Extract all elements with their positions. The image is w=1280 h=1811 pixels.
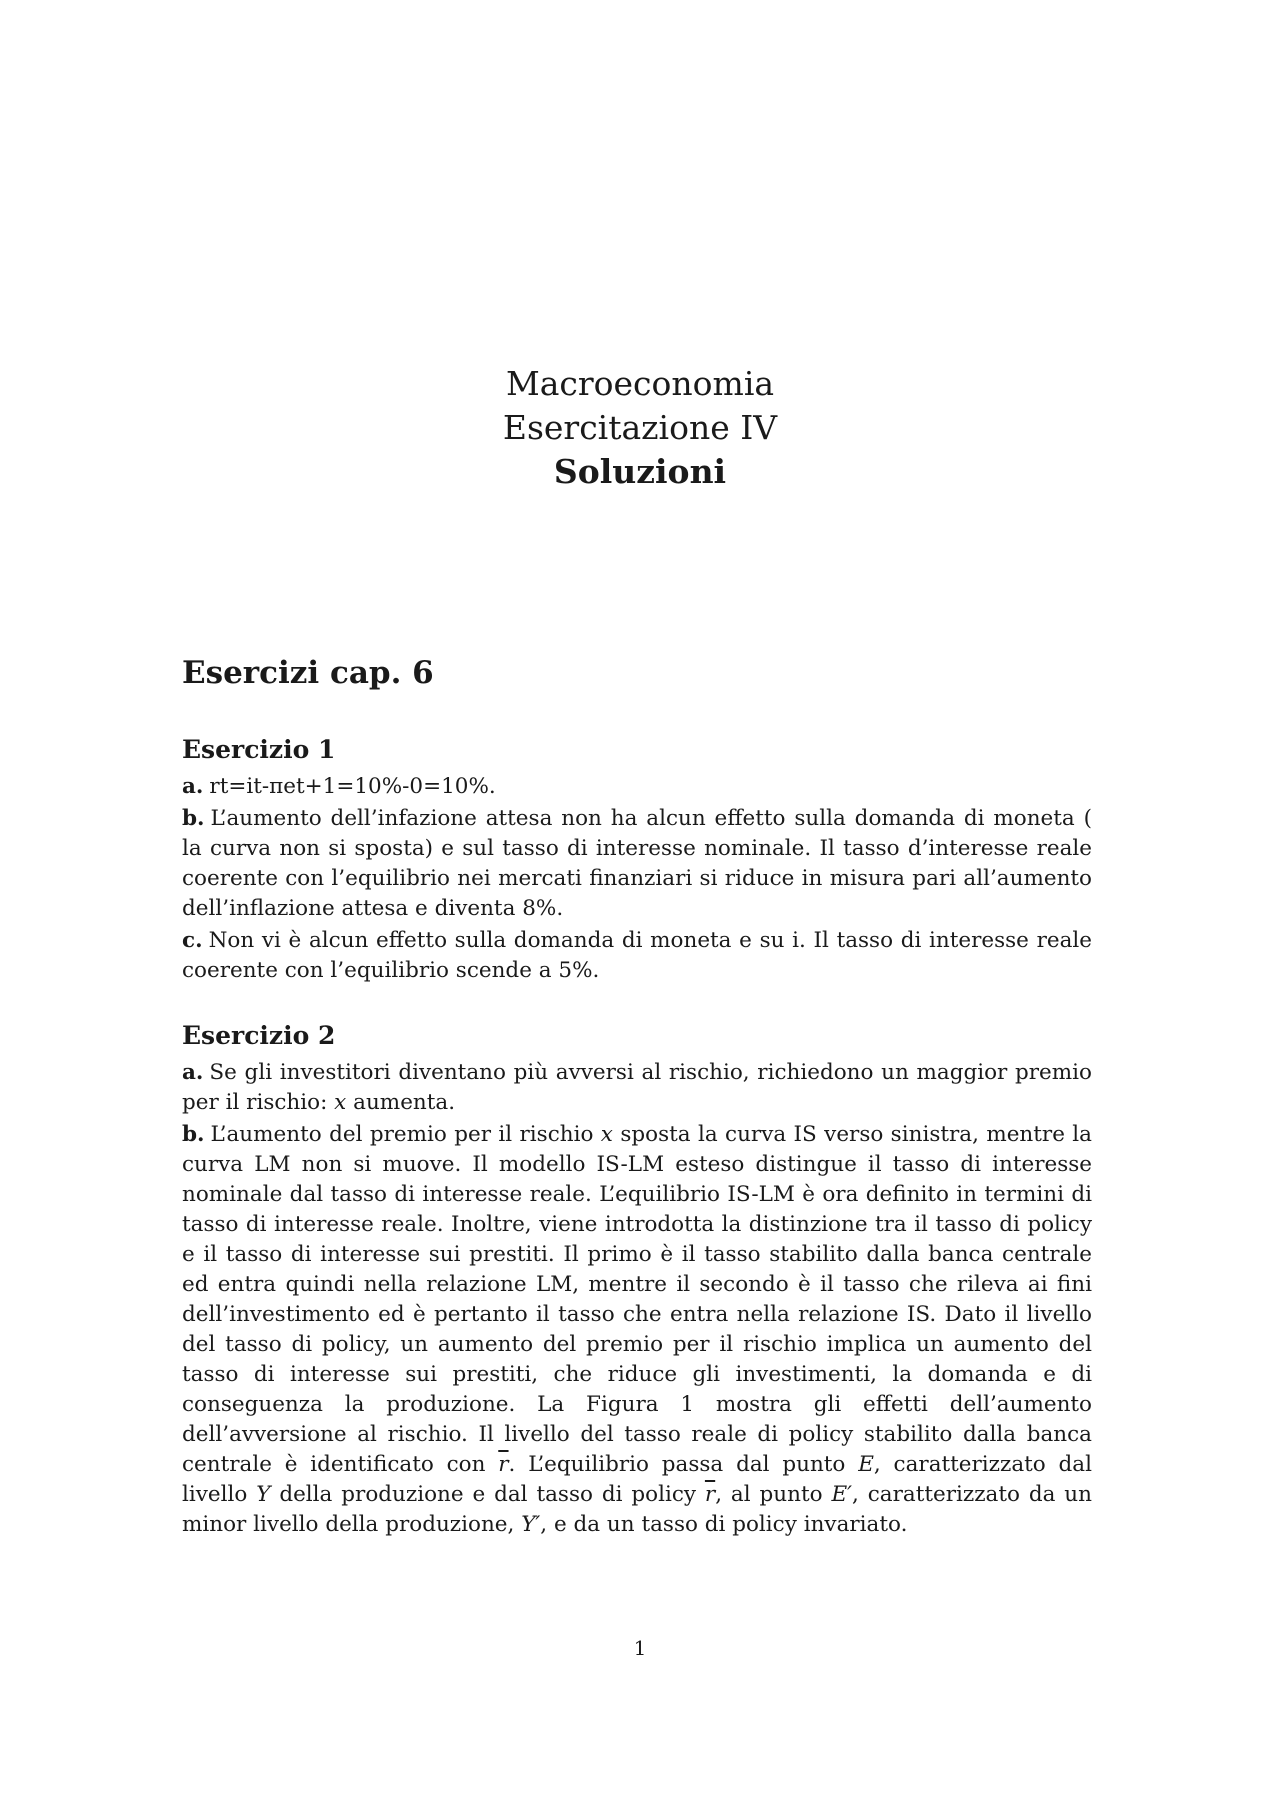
part-text: , al punto [715,1482,832,1507]
part-text: della produzione e dal tasso di policy [270,1482,705,1507]
part-text: . L’equilibrio passa dal punto [508,1452,859,1477]
math-x: x [334,1090,347,1115]
math-Y-prime: Y′ [521,1512,541,1537]
solutions-title: Soluzioni [553,452,727,491]
math-rbar: $\overline{r}$ [704,1482,716,1507]
chapter-heading: Esercizi cap. 6 [182,655,434,691]
exercise-1-title: Esercizio 1 [182,735,336,764]
exercise-1 [182,734,1092,986]
part-label: c. [182,928,203,953]
course-title: Macroeconomia [505,364,775,403]
exercise-1-part-c [182,926,1092,986]
part-text: L’aumento dell’infazione attesa non ha alcun effetto sulla domanda di moneta ( la curva non si sposta) e sul tasso di interesse nominale. Il tasso d’interesse reale coerente con l’equilibrio nei mercati finanziari si riduce in misura pari all’aumento dell’inflazione attesa e diventa 8%. [182,806,1092,921]
exercise-2-title: Esercizio 2 [182,1021,336,1050]
exercise-2 [182,1020,1092,1540]
part-text: sposta la curva IS verso sinistra, mentre la curva LM non si muove. Il modello IS-LM esteso distingue il tasso di interesse nominale dal tasso di interesse reale. L’equilibrio IS-LM è ora definito in termini di tasso di interesse reale. Inoltre, viene introdotta la distinzione tra il tasso di policy e il tasso di interesse sui prestiti. Il primo è il tasso stabilito dalla banca centrale ed entra quindi nella relazione LM, mentre il secondo è il tasso che rileva ai fini dell’investimento ed è pertanto il tasso che entra nella relazione IS. Dato il livello del tasso di policy, un aumento del premio per il rischio implica un aumento del tasso di interesse sui prestiti, che riduce gli investimenti, la domanda e di conseguenza la produzione. La Figura 1 mostra gli effetti dell’aumento dell’avversione al rischio. Il livello del tasso reale di policy stabilito dalla banca centrale è identificato con [182,1122,1092,1477]
content [182,652,1092,1540]
part-text: , e da un tasso di policy invariato. [540,1512,908,1537]
part-text: L’aumento del premio per il rischio [210,1122,601,1147]
part-text: rt=it-πet+1=10%-0=10%. [209,774,496,799]
exercise-1-part-a [182,772,1092,802]
math-Y: Y [256,1482,271,1507]
part-text: Se gli investitori diventano più avversi al rischio, richiedono un maggior premio per il rischio: [182,1060,1092,1115]
part-label: b. [182,806,205,831]
part-text: , caratterizzato da un minor livello della produzione, [182,1482,1092,1537]
part-label: a. [182,774,204,799]
title-block [0,362,1280,494]
exercise-set-title: Esercitazione IV [502,408,778,447]
exercise-2-part-a [182,1058,1092,1118]
part-text: aumenta. [346,1090,456,1115]
page-number: 1 [633,1636,647,1660]
part-text: , caratterizzato dal livello [182,1452,1092,1507]
math-x: x [600,1122,613,1147]
part-label: b. [182,1122,205,1147]
part-text: Non vi è alcun effetto sulla domanda di moneta e su i. Il tasso di interesse reale coerente con l’equilibrio scende a 5%. [182,928,1092,983]
math-E: E [858,1452,874,1477]
math-E-prime: E′ [831,1482,853,1507]
exercise-2-part-b [182,1120,1092,1540]
math-rbar: $\overline{r}$ [498,1452,509,1477]
exercise-1-part-b [182,804,1092,924]
part-label: a. [182,1060,204,1085]
